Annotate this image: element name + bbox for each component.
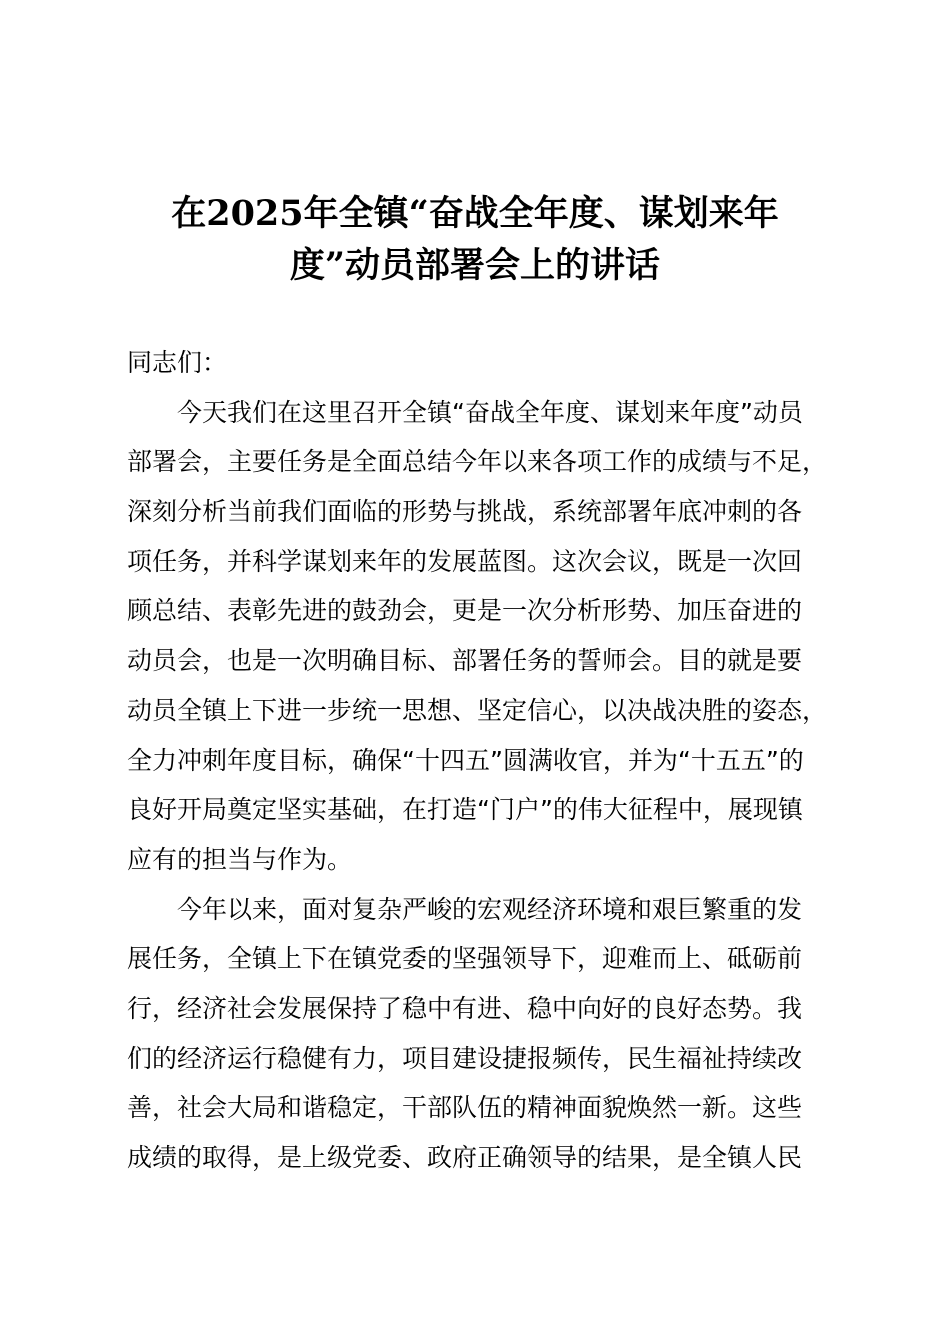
text-line: 善，社会大局和谐稳定，干部队伍的精神面貌焕然一新。这些 — [127, 1093, 803, 1123]
text-line: 应有的担当与作为。 — [127, 844, 353, 874]
text-line: 今天我们在这里召开全镇“奋战全年度、谋划来年度”动员 — [177, 397, 803, 427]
text-line: 动员会，也是一次明确目标、部署任务的誓师会。目的就是要 — [127, 646, 803, 676]
document-title — [0, 188, 950, 292]
text-line: 行，经济社会发展保持了稳中有进、稳中向好的良好态势。我 — [127, 993, 803, 1023]
salutation: 同志们： — [127, 348, 228, 377]
text-line: 们的经济运行稳健有力，项目建设捷报频传，民生福祉持续改 — [127, 1043, 803, 1073]
title-line: 度”动员部署会上的讲话 — [289, 245, 661, 286]
paragraph-2 — [127, 885, 857, 1183]
text-line: 成绩的取得，是上级党委、政府正确领导的结果，是全镇人民 — [127, 1143, 803, 1172]
document-body — [127, 338, 857, 1183]
text-line: 良好开局奠定坚实基础，在打造“门户”的伟大征程中，展现镇 — [127, 795, 803, 825]
title-line: 在2025年全镇“奋战全年度、谋划来年 — [171, 193, 779, 234]
text-line: 全力冲刺年度目标，确保“十四五”圆满收官，并为“十五五”的 — [127, 745, 804, 775]
text-line: 动员全镇上下进一步统一思想、坚定信心，以决战决胜的姿态， — [127, 695, 828, 725]
paragraph-1 — [127, 388, 857, 885]
text-line: 顾总结、表彰先进的鼓劲会，更是一次分析形势、加压奋进的 — [127, 596, 803, 626]
text-line: 今年以来，面对复杂严峻的宏观经济环境和艰巨繁重的发 — [177, 894, 803, 924]
text-line: 深刻分析当前我们面临的形势与挑战，系统部署年底冲刺的各 — [127, 497, 803, 527]
text-line: 部署会，主要任务是全面总结今年以来各项工作的成绩与不足， — [127, 447, 828, 477]
text-line: 展任务，全镇上下在镇党委的坚强领导下，迎难而上、砥砺前 — [127, 944, 803, 974]
text-line: 项任务，并科学谋划来年的发展蓝图。这次会议，既是一次回 — [127, 546, 803, 576]
